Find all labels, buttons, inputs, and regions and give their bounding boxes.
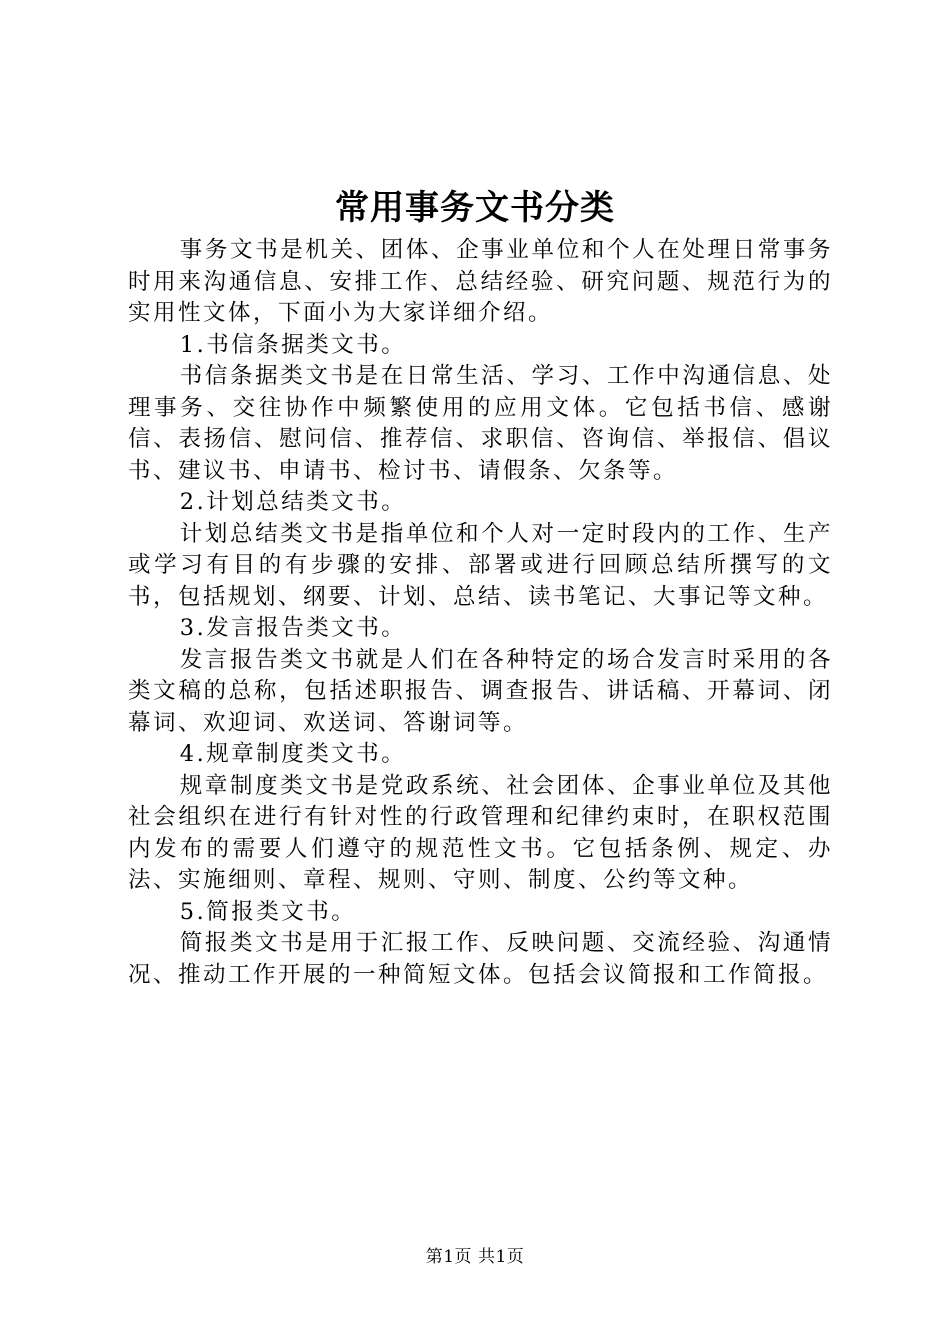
section-text-5: 简报类文书是用于汇报工作、反映问题、交流经验、沟通情况、推动工作开展的一种简短文体。包括会议简报和工作简报。: [128, 930, 833, 988]
section-text-1: 书信条据类文书是在日常生活、学习、工作中沟通信息、处理事务、交往协作中频繁使用的应用文体。它包括书信、感谢信、表扬信、慰问信、推荐信、求职信、咨询信、举报信、倡议书、建议书、申请书、检讨书、请假条、欠条等。: [128, 363, 833, 484]
section-text-2: 计划总结类文书是指单位和个人对一定时段内的工作、生产或学习有目的有步骤的安排、部署或进行回顾总结所撰写的文书，包括规划、纲要、计划、总结、读书笔记、大事记等文种。: [128, 520, 833, 610]
section-heading-1: 1.书信条据类文书。: [179, 331, 407, 358]
section-heading-3: 3.发言报告类文书。: [179, 615, 407, 641]
section-heading-2: 2.计划总结类文书。: [179, 489, 407, 515]
document-body: [128, 235, 833, 991]
section-text-3: 发言报告类文书就是人们在各种特定的场合发言时采用的各类文稿的总称，包括述职报告、调查报告、讲话稿、开幕词、闭幕词、欢迎词、欢送词、答谢词等。: [128, 646, 833, 736]
page-footer: 第1页 共1页: [425, 1247, 525, 1267]
section-heading-5: 5.简报类文书。: [179, 898, 357, 925]
section-heading-4: 4.规章制度类文书。: [179, 741, 407, 767]
section-text-4: 规章制度类文书是党政系统、社会团体、企事业单位及其他社会组织在进行有针对性的行政管理和纪律约束时，在职权范围内发布的需要人们遵守的规范性文书。它包括条例、规定、办法、实施细则、章程、规则、守则、制度、公约等文种。: [128, 772, 833, 893]
document-title: 常用事务文书分类: [335, 188, 615, 228]
intro-paragraph: 事务文书是机关、团体、企事业单位和个人在处理日常事务时用来沟通信息、安排工作、总结经验、研究问题、规范行为的实用性文体，下面小为大家详细介绍。: [128, 237, 833, 326]
